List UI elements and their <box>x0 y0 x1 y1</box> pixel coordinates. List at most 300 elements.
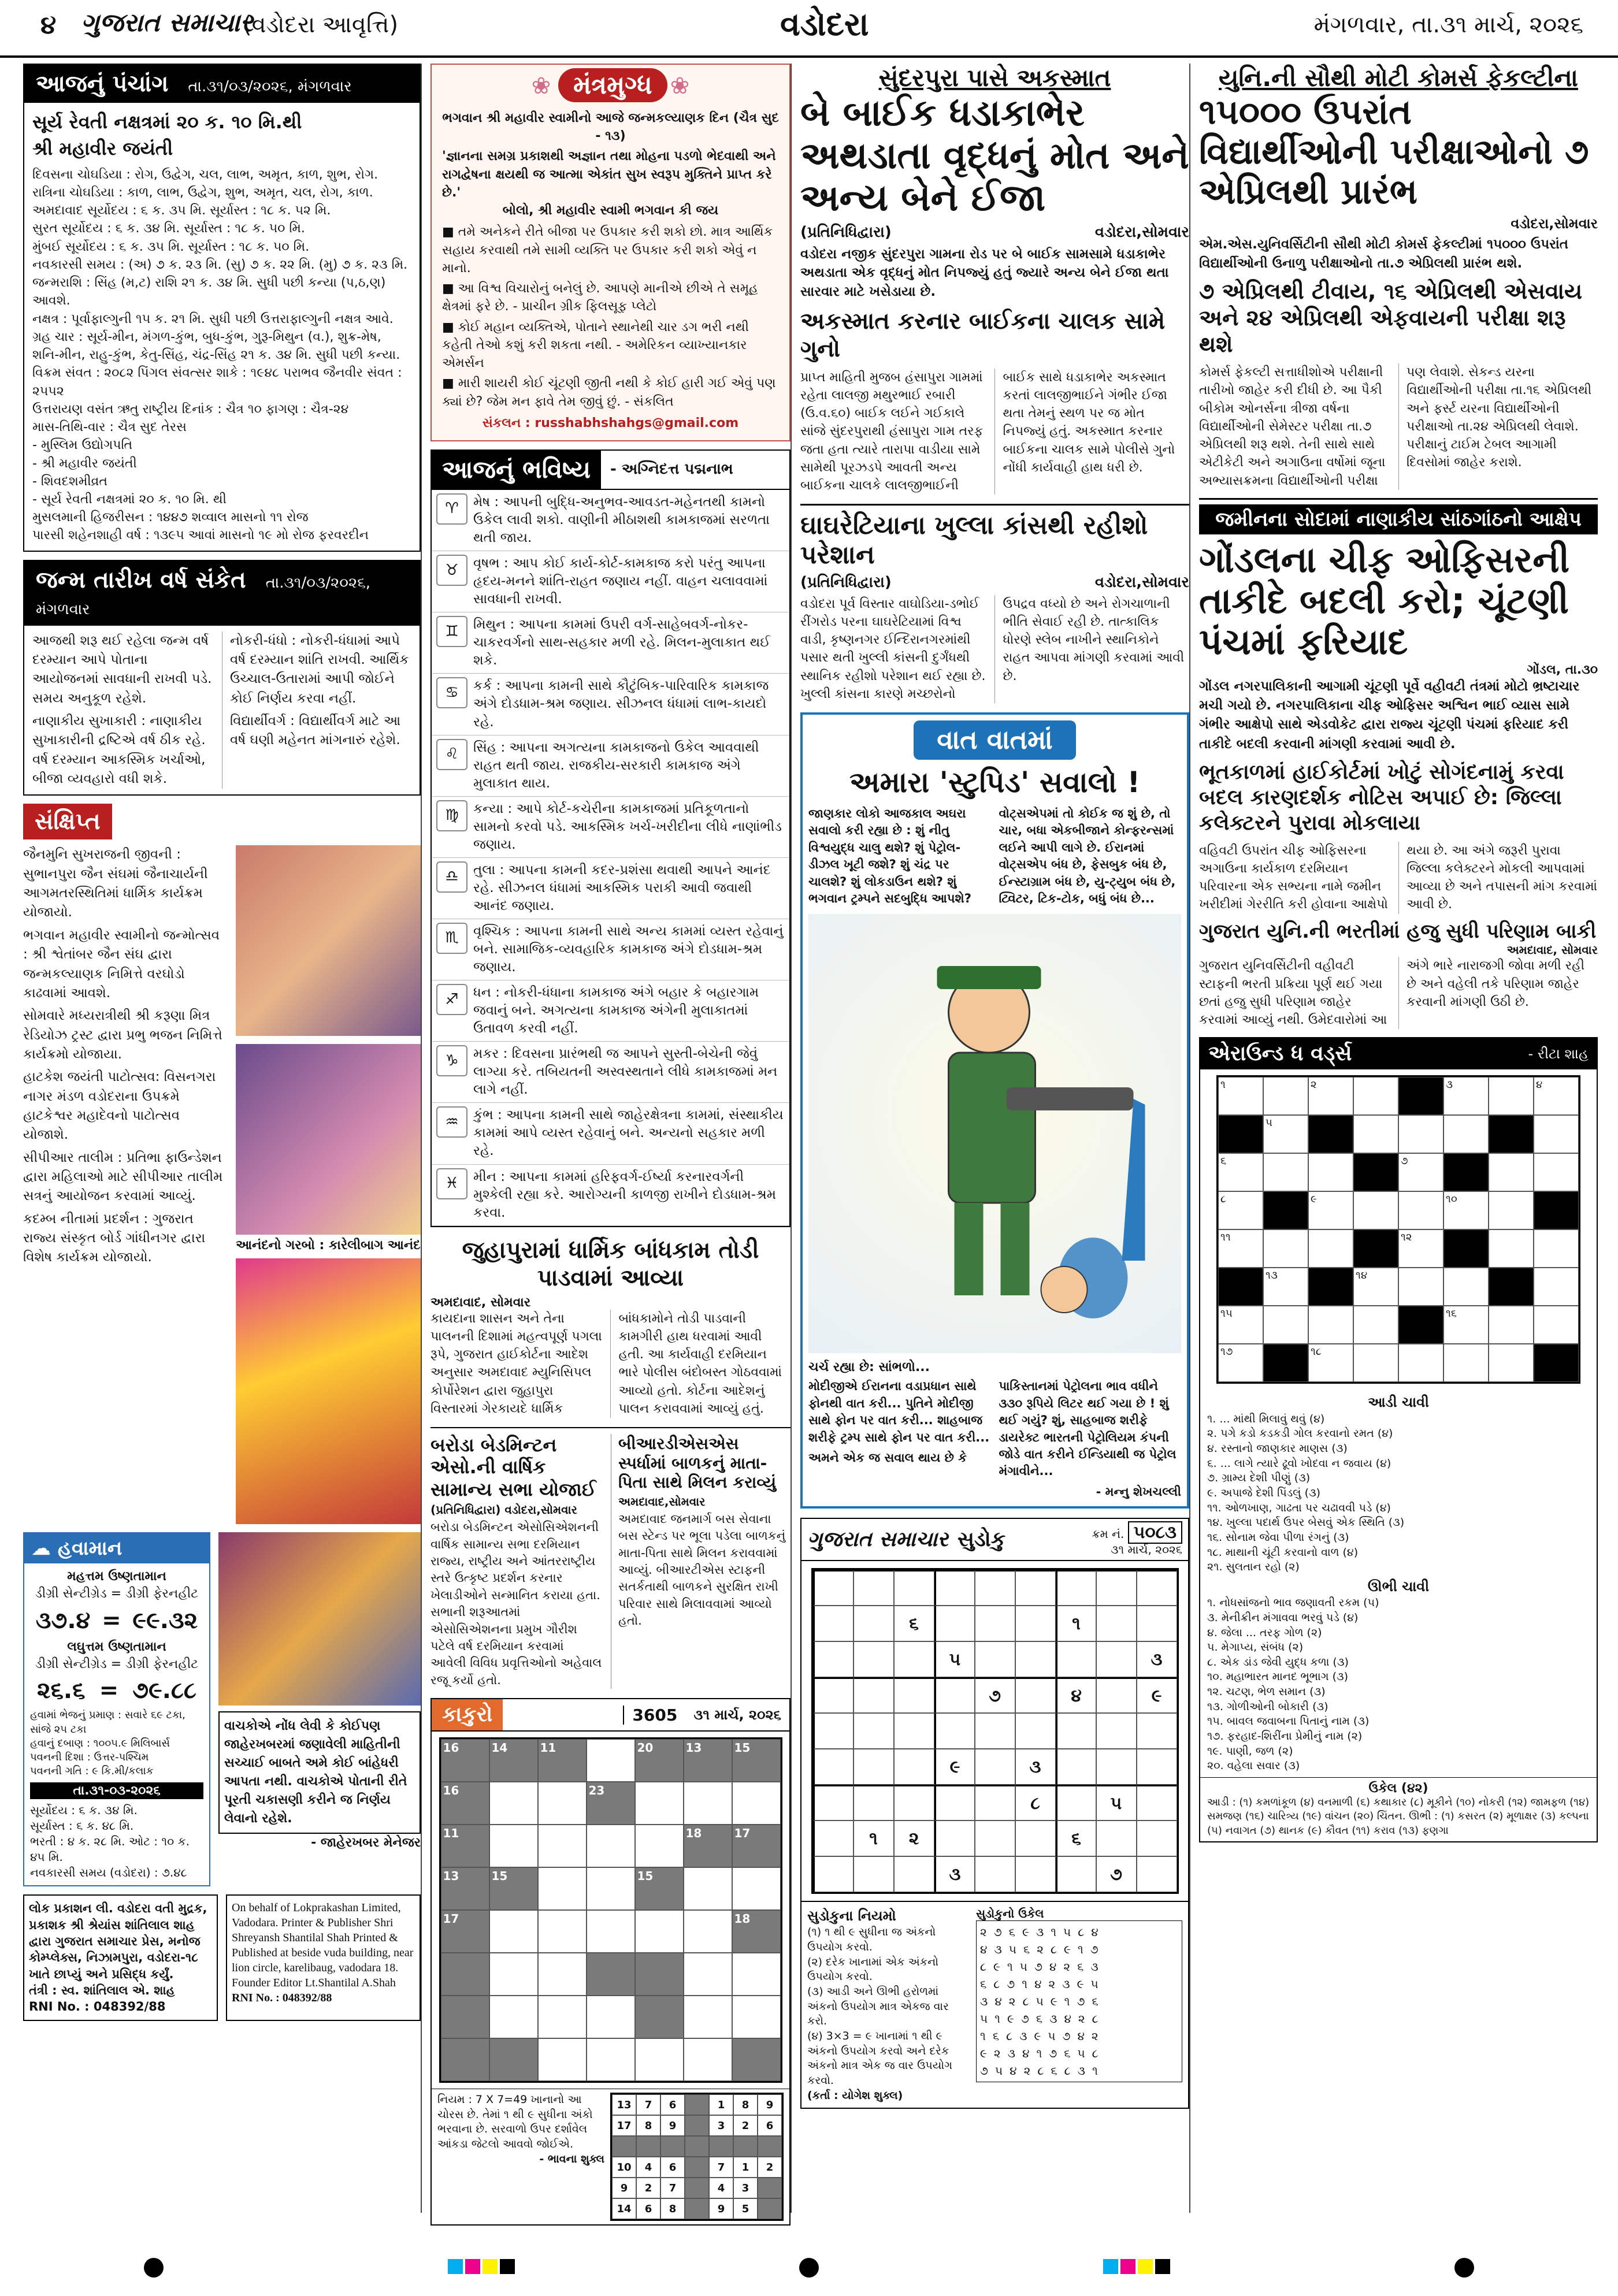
crossword-cell[interactable] <box>1263 1153 1308 1191</box>
mantra-bullet: ■ મારી શાયરી કોઈ ચૂંટણી જીતી નથી કે કોઈ હારી ગઈ એવું પણ ક્યાં છે? જેમ મન ફાવે તેમ જીવું છું. - સંકલિત <box>442 376 776 409</box>
sudoku-cell[interactable]: ૮ <box>1015 1785 1056 1821</box>
sudoku-rule: (૪) 3×3 = ૯ ખાનામાં ૧ થી ૯ અંકનો ઉપયોગ કરવો અને દરેક અંકનો માત્ર એક જ વાર ઉપયોગ કરવો. <box>807 2029 952 2087</box>
panchang-title-bar <box>24 65 420 103</box>
panchang-line: અમદાવાદ સૂર્યોદય : ૬ ક. ૩૫ મિ. સૂર્યાસ્ત : ૧૮ ક. ૫૨ મિ. <box>32 203 331 218</box>
crossword-cell[interactable]: ૧૧ <box>1218 1229 1263 1268</box>
notice-text: વહિવટી ઉપરાંત ચીફ ઓફિસરના અગાઉના કાર્યકાળ દરમિયાન પરિવારના એક સભ્યના નામે જમીન ખરીદીમાં ગેરરીતિ કરી હોવાના આક્ષેપો થયા છે. આ અંગે જરૂરી પુરાવા જિલ્લા કલેક્ટરને મોકલી આપવામાં આવ્યા છે અને તપાસની માંગ કરવામાં આવી છે. <box>1199 843 1598 912</box>
weather-photo <box>218 1532 421 1706</box>
sankshipt-paragraph: કદમ્બ નીતામાં પ્રદર્શન : ગુજરાત રાજ્ય સંસ્કૃત બોર્ડ ગાંધીનગર દ્વારા વિશેષ કાર્યક્રમ યોજાયો. <box>23 1211 206 1265</box>
crossword-cell[interactable] <box>1534 1115 1579 1153</box>
horoscope-text: સિંહ : આપના અગત્યના કામકાજનો ઉકેલ આવવાથી રાહત થતી જાય. રાજકીય-સરકારી કામકાજ અંગે મુલાકાત થાય. <box>473 740 759 791</box>
sudoku-cell[interactable] <box>1096 1570 1137 1606</box>
horoscope-text: મિથુન : આપના કામમાં ઉપરી વર્ગ-સાહેબવર્ગ-નોકર-ચાકરવર્ગનો સાથ-સહકાર મળી રહે. મિલન-મુલાકાત થઈ શકે. <box>473 617 771 668</box>
kakuro-solution-cell: 9 <box>660 2115 685 2136</box>
kakuro-clue-cell <box>441 1953 489 1996</box>
sudoku-cell[interactable] <box>975 1570 1015 1606</box>
crossword-cell[interactable] <box>1489 1191 1534 1229</box>
sudoku-cell[interactable] <box>1015 1606 1056 1641</box>
badminton-headline: બરોડા બેડમિન્ટન એસો.ની વાર્ષિક સામાન્ય સભા યોજાઈ <box>431 1434 596 1500</box>
imprint-gujarati: લોક પ્રકાશન લી. વડોદરા વતી મુદ્રક, પ્રકાશક શ્રી શ્રેયાંસ શાંતિલાલ શાહ દ્વારા ગુજરાત સમાચાર પ્રેસ, મનોજ કોમ્પ્લેક્સ, નિઝામપુરા, વડોદરા-૧૮ ખાતે છાપ્યું અને પ્રસિદ્ધ કર્યું. <box>29 1901 207 1981</box>
vaat-closing: અમને એક જ સવાલ થાય છે કે <box>808 1450 967 1465</box>
crossword-down-clue: ૫. મેગાપ્ય, સંબંધ (૨) <box>1207 1641 1304 1654</box>
sudoku-cell[interactable] <box>1137 1821 1177 1856</box>
weather-row: સૂર્યાસ્ત : ૬ ક. ૪૮ મિ. <box>30 1819 134 1833</box>
lower-split <box>431 1427 791 1689</box>
crossword-down-clue: ૮. એક ડાંડ જેવી યુદ્ધ કળા (૩) <box>1207 1655 1349 1669</box>
crossword-across-clues <box>1207 1412 1590 1575</box>
horoscope-row <box>432 797 789 858</box>
ghaghretiya-byline <box>800 574 1189 592</box>
kakuro-cell[interactable] <box>635 2038 684 2081</box>
sudoku-cell[interactable] <box>1137 1856 1177 1892</box>
sudoku-cell[interactable] <box>853 1677 894 1713</box>
kakuro-clue-cell <box>635 1996 684 2038</box>
kakuro-solution-cell <box>685 2178 709 2198</box>
crossword-cell[interactable] <box>1353 1077 1398 1115</box>
sudoku-cell[interactable] <box>1056 1856 1096 1892</box>
zodiac-sign-icon: ♋ <box>436 677 467 708</box>
sudoku-cell[interactable] <box>894 1641 934 1677</box>
sudoku-date: ૩૧ માર્ચ, ૨૦૨૬ <box>1111 1543 1182 1557</box>
weather-min-f: ૭૯.૮૮ <box>132 1677 196 1704</box>
ghaghretiya-byline-left: (પ્રતિનિધિદ્વારા) <box>800 573 892 591</box>
sudoku-masthead: ગુજરાત સમાચાર <box>807 1527 948 1551</box>
crossword-across-clue: ૪. રસ્તાનો જાણકાર માણસ (૩) <box>1207 1442 1348 1455</box>
zodiac-sign-icon: ♏ <box>436 923 467 954</box>
sudoku-cell[interactable] <box>894 1785 934 1821</box>
sudoku-cell[interactable]: ૯ <box>934 1749 975 1785</box>
sudoku-cell[interactable] <box>1056 1641 1096 1677</box>
sudoku-cell[interactable] <box>1015 1641 1056 1677</box>
imprint-rni-right: RNI No. : 048392/88 <box>232 1992 332 2005</box>
vaat-bottom2: પાકિસ્તાનમાં પેટ્રોલના ભાવ વધીને ૩૩૦ રૂપિયે લિટર થઈ ગયા છે ! શું થઈ ગયું? શું, સાહબાજ શરીફે ડાયરેક્ટ ભારતની પેટ્રોલિયમ કંપની જોડે વાત કરીને ઈન્ડિયાથી જ પેટ્રોલ મંગાવીને... <box>999 1379 1177 1478</box>
horoscope-row <box>432 674 789 735</box>
sudoku-cell[interactable] <box>813 1713 853 1749</box>
crossword-cell[interactable] <box>1443 1268 1489 1306</box>
kakuro-cell[interactable] <box>489 1825 538 1867</box>
crossword-across-clue: ૨. પગે કડો કડકડી ગોલ કરવાનો રમત (૪) <box>1207 1427 1393 1440</box>
sudoku-cell[interactable] <box>894 1570 934 1606</box>
kakuro-cell[interactable] <box>635 1910 684 1953</box>
kakuro-cell[interactable] <box>684 1996 732 2038</box>
sudoku-cell[interactable] <box>853 1641 894 1677</box>
crossword-block <box>1308 1115 1353 1153</box>
sudoku-cell[interactable] <box>853 1856 894 1892</box>
horoscope-text: તુલા : આપના કામની કદર-પ્રશંસા થવાથી આપને આનંદ રહે. સીઝનલ ધંધામાં આકસ્મિક પરાકી આવી જવાથી આનંદ જણાય. <box>473 862 771 913</box>
sudoku-cell[interactable] <box>813 1856 853 1892</box>
crossword-cell[interactable] <box>1398 1344 1443 1382</box>
weather-note-4: પવનની ગતિ : ૯ કિ.મી/કલાક <box>30 1765 154 1778</box>
kakuro-clue-cell <box>635 1953 684 1996</box>
vaat-title: વાત વાતમાં <box>914 720 1076 760</box>
crossword-across-clue: ૯. અપાજે દેશી પિંડલું (૩) <box>1207 1486 1321 1499</box>
weather-date-strip: તા.૩૧-૦૩-૨૦૨૬ <box>30 1782 203 1800</box>
sudoku-cell[interactable] <box>813 1821 853 1856</box>
sudoku-cell[interactable] <box>934 1713 975 1749</box>
kakuro-cell[interactable] <box>684 1953 732 1996</box>
crossword-down-clue: ૩. મેનીક્રીન મંગાવવા ભરવું પડે (૪) <box>1207 1611 1359 1624</box>
sudoku-cell[interactable]: ૨ <box>894 1821 934 1856</box>
sudoku-cell[interactable]: ૯ <box>1137 1677 1177 1713</box>
sudoku-cell[interactable] <box>1096 1641 1137 1677</box>
kakuro-solution-cell: 17 <box>612 2115 636 2136</box>
sankshipt-photo-caption: આનંદનો ગરબો : કારેલીબાગ આનંદ <box>236 1238 421 1253</box>
sudoku-cell[interactable] <box>813 1677 853 1713</box>
sudoku-solution-row: ૮ ૯ ૧ ૫ ૭ ૪ ૨ ૬ ૩ <box>980 1960 1099 1974</box>
sudoku-cell[interactable] <box>894 1856 934 1892</box>
sudoku-cell[interactable]: ૭ <box>1096 1856 1137 1892</box>
sudoku-cell[interactable] <box>934 1785 975 1821</box>
sudoku-cell[interactable] <box>894 1677 934 1713</box>
vaat-box <box>800 712 1189 1509</box>
kakuro-solution-cell: 8 <box>636 2115 660 2136</box>
crossword-cell[interactable]: ૩ <box>1443 1077 1489 1115</box>
crossword-cell[interactable]: ૭ <box>1398 1153 1443 1191</box>
sudoku-cell[interactable] <box>1137 1785 1177 1821</box>
sudoku-cell[interactable]: ૩ <box>1137 1641 1177 1677</box>
kakuro-cell[interactable] <box>587 1910 635 1953</box>
sudoku-cell[interactable] <box>1137 1570 1177 1606</box>
sankshipt-photo-1 <box>236 845 421 1036</box>
birthday-paragraph: આજથી શરૂ થઈ રહેલા જન્મ વર્ષ દરમ્યાન આપે પોતાના આયોજનમાં સાવધાની રાખવી પડે. સમય અનુકૂળ રહેશે. <box>32 633 212 706</box>
sudoku-cell[interactable] <box>1015 1821 1056 1856</box>
crossword-cell[interactable] <box>1443 1344 1489 1382</box>
kakuro-cell[interactable] <box>732 1953 781 1996</box>
crossword-cell[interactable] <box>1489 1077 1534 1115</box>
panchang-line: નક્ષત્ર : પૂર્વાફાલ્ગુની ૧૫ ક. ૨૧ મિ. સુધી પછી ઉત્તરાફાલ્ગુની નક્ષત્ર આવે. <box>32 311 394 326</box>
crossword-cell[interactable] <box>1308 1306 1353 1344</box>
crossword-cell[interactable]: ૧ <box>1218 1077 1263 1115</box>
kakuro-author: - ભાવના શુક્લ <box>539 2152 604 2165</box>
mantra-quote-source: બોલો, શ્રી મહાવીર સ્વામી ભગવાન કી જય <box>502 203 719 218</box>
crossword-cell[interactable] <box>1489 1229 1534 1268</box>
kakuro-cell[interactable] <box>684 2038 732 2081</box>
juhapura-text: કાયદાના શાસન અને તેના પાલનની દિશામાં મહત્વપૂર્ણ પગલા રૂપે, ગુજરાત હાઈકોર્ટના આદેશ અનુસાર અમદાવાદ મ્યુનિસિપલ કોર્પોરેશન દ્વારા જુહાપુરા વિસ્તારમાં ગેરકાયદે ધાર્મિક બાંધકામોને તોડી પાડવાની કામગીરી હાથ ધરવામાં આવી હતી. આ કાર્યવાહી દરમિયાન ભારે પોલીસ બંદોબસ્ત ગોઠવવામાં આવ્યો હતો. કોર્ટના આદેશનું પાલન કરાવવામાં આવ્યું હતું. <box>431 1311 782 1416</box>
sudoku-cell[interactable] <box>1137 1749 1177 1785</box>
sudoku-cell[interactable]: ૫ <box>934 1641 975 1677</box>
kakuro-cell[interactable] <box>732 1996 781 2038</box>
kakuro-solution-cell: 9 <box>612 2178 636 2198</box>
sudoku-cell[interactable] <box>975 1749 1015 1785</box>
kakuro-cell[interactable] <box>587 1825 635 1867</box>
kakuro-cell[interactable] <box>489 1782 538 1825</box>
crossword-block <box>1398 1306 1443 1344</box>
kakuro-cell[interactable] <box>538 1996 587 2038</box>
kakuro-cell[interactable] <box>684 1910 732 1953</box>
kakuro-solution <box>610 2093 784 2221</box>
sudoku-cell[interactable] <box>853 1785 894 1821</box>
sudoku-cell[interactable] <box>813 1570 853 1606</box>
accident-byline-left: (પ્રતિનિધિદ્વારા) <box>800 223 892 241</box>
page-number: ૪ <box>40 10 57 40</box>
weather-max-c: ૩૭.૪ <box>35 1607 91 1634</box>
vaat-col2: વોટ્સએપમાં તો કોઈક જ શું છે, તો ચાર, બધા એકબીજાને કોન્ફરન્સમાં લઈને આપી લાગે છે. ઈરાનમાં વોટ્સએપ બંધ છે, ફેસબુક બંધ છે, ઈન્સ્ટાગ્રામ બંધ છે, યુ-ટ્યુબ બંધ છે, ટ્વિટર, ટિક-ટોક, બધું બંધ છે... <box>999 806 1176 905</box>
left-column <box>23 64 422 2213</box>
crossword-cell[interactable]: ૧૭ <box>1218 1344 1263 1382</box>
crossword-cell[interactable] <box>1353 1306 1398 1344</box>
sudoku-cell[interactable] <box>934 1677 975 1713</box>
zodiac-sign-icon: ♓ <box>436 1168 467 1199</box>
kakuro-clue-cell: 23 <box>587 1782 635 1825</box>
kakuro-cell[interactable] <box>732 1867 781 1910</box>
weather-title-bar <box>24 1533 209 1563</box>
sudoku-cell[interactable]: ૩ <box>1015 1749 1056 1785</box>
kakuro-cell[interactable] <box>538 2038 587 2081</box>
kakuro-clue-cell: 18 <box>684 1825 732 1867</box>
panchang-line: ઉત્તરાયણ વસંત ઋતુ રાષ્ટ્રીય દિનાંક : ચૈત્ર ૧૦ ફાગણ : ચૈત્ર-૨૪ <box>32 402 349 417</box>
weather-box: ☁ હવામાન મહત્તમ ઉષ્ણતામાન ડીગ્રી સેન્ટીગ્રેડ = ડીગ્રી ફેરનહીટ ૩૭.૪ = ૯૯.૩૨ લઘુત્તમ ઉષ્ણતામાન ડીગ્રી સેન્ટીગ્રેડ = ડીગ્રી ફેરનહીટ ૨૬.૬ = ૭૯.૮૮ હવામાં ભેજનું પ્રમાણ : સવારે ૬૯ ટકા, સાંજે ૨૫ ટકા હવાનું દબાણ : ૧૦૦૫.૯ મિલિબાર્સ પવનની દિશા : ઉત્તર-પશ્ચિમ પવનની ગતિ : ૯ કિ.મી/કલાક તા.૩૧-૦૩-૨૦૨૬ સૂર્યોદય : ૬ ક. ૩૪ મિ. સૂર્યાસ્ત : ૬ ક. ૪૮ મિ. ભરતી : ૪ ક. ૨૮ મિ. ઓટ : ૧૦ ક. ૪૫ મિ. નવકારસી સમય (વડોદરા) : ૭.૪૮ વાચકોએ નોંધ લેવી કે કોઈપણ જાહેરખબરમાં જણાવેલી માહિતીની સચ્ચાઈ બાબતે અમે કોઈ બાંહેધરી આપતા નથી. વાચકોએ પોતાની રીતે પૂરતી ચકાસણી કરીને જ નિર્ણય લેવાનો રહેશે. - જાહેરખબર મેનેજર <box>23 1532 421 1886</box>
kakuro-clue-cell: 11 <box>441 1825 489 1867</box>
sudoku-cell[interactable] <box>813 1749 853 1785</box>
crossword-cell[interactable]: ૧૩ <box>1263 1268 1308 1306</box>
crossword-cell[interactable]: ૪ <box>1534 1077 1579 1115</box>
sudoku-cell[interactable] <box>894 1749 934 1785</box>
sudoku-cell[interactable] <box>934 1606 975 1641</box>
birthday-paragraph: નાણાકીય સુખાકારી : નાણાકીય સુખાકારીની દ્રષ્ટિએ વર્ષ ઠીક રહે. વર્ષ દરમ્યાન આકસ્મિક ખર્ચાઓ, બીજા વ્યવહારો વધી શકે. <box>32 714 206 787</box>
notice-headline: ભૂતકાળમાં હાઈકોર્ટમાં ખોટું સોગંદનામું કરવા બદલ કારણદર્શક નોટિસ અપાઈ છે: જિલ્લા કલેક્ટરને પુરાવા મોકલાયા <box>1199 760 1564 835</box>
sudoku-cell[interactable] <box>975 1821 1015 1856</box>
accident-subhead: અકસ્માત કરનાર બાઈકના ચાલક સામે ગુનો <box>800 307 1166 362</box>
sudoku-cell[interactable]: ૫ <box>1096 1785 1137 1821</box>
sudoku-cell[interactable] <box>813 1785 853 1821</box>
crossword-across-clue: ૧. ... માંથી મિલાવું થવું (૪) <box>1207 1412 1325 1425</box>
crossword-cell[interactable]: ૧૬ <box>1443 1306 1489 1344</box>
crossword-cell[interactable] <box>1398 1115 1443 1153</box>
crossword-cell[interactable]: ૮ <box>1218 1191 1263 1229</box>
panchang-line: વિક્રમ સંવત : ૨૦૮૨ પિંગલ સંવત્સર શાકે : ૧૯૪૮ પરાભવ જૈનવીર સંવત : ૨૫૫૨ <box>32 366 402 399</box>
kakuro-clue-cell: 11 <box>538 1739 587 1782</box>
sankshipt-text <box>23 845 227 1524</box>
sudoku-rules-author: (કર્તા : યોગેશ શુક્લ) <box>807 2089 903 2102</box>
sudoku-cell[interactable] <box>1015 1856 1056 1892</box>
sudoku-cell[interactable]: ૩ <box>934 1856 975 1892</box>
horoscope-text: કન્યા : આપે કોર્ટ-કચેરીના કામકાજમાં પ્રતિકૂળતાનો સામનો કરવો પડે. આકસ્મિક ખર્ચ-ખરીદીના લીધે નાણાંભીડ જણાય. <box>473 801 782 852</box>
kakuro-cell[interactable] <box>489 1910 538 1953</box>
horoscope-row <box>432 735 789 797</box>
lotus-icon-right: ❀ <box>670 73 690 99</box>
kakuro-title: કાકુરો <box>432 1699 503 1730</box>
crossword-cell[interactable] <box>1353 1191 1398 1229</box>
kakuro-cell[interactable] <box>587 1867 635 1910</box>
crossword-cell[interactable] <box>1263 1077 1308 1115</box>
sudoku-cell[interactable] <box>1096 1606 1137 1641</box>
sudoku-cell[interactable] <box>1137 1606 1177 1641</box>
crossword-cell[interactable]: ૧૨ <box>1398 1229 1443 1268</box>
crossword-cell[interactable]: ૯ <box>1308 1191 1353 1229</box>
accident-article <box>800 64 1189 495</box>
masthead-logo: ગુજરાત સમાચાર <box>81 8 253 38</box>
crossword-across-clue: ૨૧. સુલતાન રહો (૨) <box>1207 1561 1300 1574</box>
sudoku-cell[interactable] <box>975 1856 1015 1892</box>
kakuro-solution-cell: 9 <box>709 2198 733 2219</box>
kakuro-cell[interactable] <box>538 1867 587 1910</box>
kakuro-cell[interactable] <box>635 1782 684 1825</box>
kakuro-clue-cell: 16 <box>441 1739 489 1782</box>
crossword-block <box>1308 1268 1353 1306</box>
panchang-line: મુસલમાની હિજરીસન : ૧૪૪૭ શવ્વાલ માસનો ૧૧ રોજ <box>32 510 309 525</box>
sudoku-cell[interactable]: ૭ <box>975 1677 1015 1713</box>
kakuro-cell[interactable] <box>489 1996 538 2038</box>
brts-text: અમદાવાદ જનમાર્ગ બસ સેવાના બસ સ્ટેન્ડ પર ભૂલા પડેલા બાળકનું માતા-પિતા સાથે મિલન કરાવવામાં આવ્યું. બીઆરટીએસ સ્ટાફની સતર્કતાથી બાળકને સુરક્ષિત રાખી પરિવાર સાથે મિલાવવામાં આવ્યો હતો. <box>618 1511 786 1628</box>
mantra-box <box>431 64 791 441</box>
sudoku-cell[interactable] <box>934 1821 975 1856</box>
sudoku-cell[interactable] <box>1056 1570 1096 1606</box>
kakuro-cell[interactable] <box>684 1782 732 1825</box>
sudoku-cell[interactable] <box>975 1641 1015 1677</box>
sudoku-cell[interactable] <box>1056 1749 1096 1785</box>
crossword-cell[interactable] <box>1263 1229 1308 1268</box>
crossword-across-title: આડી ચાવી <box>1368 1394 1429 1411</box>
crossword-cell[interactable] <box>1534 1153 1579 1191</box>
brts-headline: બીઆરડીએસએસ સ્પર્ધામાં બાળકનું માતા-પિતા સાથે મિલન કરાવ્યું <box>618 1434 777 1492</box>
horoscope-text: વૃષભ : આપ કોઈ કાર્ય-કોર્ટ-કામકાજ કરો પરંતુ આપના હૃદય-મનને શાંતિ-રાહત જણાય નહીં. વાહન ચલાવવામાં સાવધાની રાખવી. <box>473 556 768 607</box>
horoscope-text: મેષ : આપની બુદ્ધિ-અનુભવ-આવડત-મહેનતથી કામનો ઉકેલ લાવી શકો. વાણીની મીઠાશથી કામકાજમાં સરળતા થતી જાય. <box>473 494 770 546</box>
crossword-cell[interactable] <box>1308 1229 1353 1268</box>
accident-text: પ્રાપ્ત માહિતી મુજબ હંસાપુરા ગામમાં રહેતા લાલજી મથુરભાઈ રબારી (ઉ.વ.૬૦) બાઈક લઈને ગઈકાલે સાંજે સુંદરપુરાથી હંસાપુરા ગામ તરફ જતા હતા ત્યારે તારાપા વાડીયા સામે સામેથી પૂરઝડપે આવતી અન્ય બાઈકના ચાલકે લાલજીભાઈની બાઈક સાથે ધડાકાભેર અકસ્માત કરતાં લાલજીભાઈને ગંભીર ઈજા થતા તેમનું સ્થળ પર જ મોત નિપજ્યું હતું. અકસ્માત કરનાર બાઈકના ચાલક સામે પોલીસે ગુનો નોંધી કાર્યવાહી હાથ ધરી છે. <box>800 370 1175 493</box>
sudoku-cell[interactable] <box>1096 1821 1137 1856</box>
crossword-cell[interactable] <box>1353 1115 1398 1153</box>
mantra-intro: ભગવાન શ્રી મહાવીર સ્વામીનો આજે જન્મકલ્યાણક દિન (ચૈત્ર સુદ - ૧૩) <box>442 111 779 144</box>
sudoku-cell[interactable] <box>853 1570 894 1606</box>
crossword-cell[interactable]: ૬ <box>1218 1153 1263 1191</box>
kakuro-cell[interactable] <box>587 1996 635 2038</box>
crossword-cell[interactable] <box>1534 1306 1579 1344</box>
crossword-across-clue: ૧૬. સોનામ જેવા પીળા રંગનું (૩) <box>1207 1530 1349 1544</box>
horoscope-text: કર્ક : આપના કામની સાથે કૌટુંબિક-પારિવારિક કામકાજ અંગે દોડધામ-શ્રમ જણાય. સીઝનલ ધંધામાં લાભ-કાયદો રહે. <box>473 678 769 730</box>
page-header <box>0 0 1618 58</box>
zodiac-sign-icon: ♎ <box>436 861 467 893</box>
crossword-down-clue: ૨૦. વહેલા સવાર (૩) <box>1207 1759 1300 1773</box>
kakuro-clue-cell <box>441 2038 489 2081</box>
crossword-block <box>1398 1077 1443 1115</box>
crossword-cell[interactable]: ૨ <box>1308 1077 1353 1115</box>
crossword-cell[interactable] <box>1443 1115 1489 1153</box>
crossword-cell[interactable] <box>1534 1229 1579 1268</box>
gu-result-text: ગુજરાત યુનિવર્સિટીની વહીવટી સ્ટાફની ભરતી પ્રક્રિયા પૂર્ણ થઈ ગયા છતાં હજુ સુધી પરિણામ જાહેર કરવામાં આવ્યું નથી. ઉમેદવારોમાં આ અંગે ભારે નારાજગી જોવા મળી રહી છે અને વહેલી તકે પરિણામ જાહેર કરવાની માંગણી ઉઠી છે. <box>1199 958 1585 1028</box>
sudoku-cell[interactable] <box>894 1713 934 1749</box>
weather-max-f: ૯૯.૩૨ <box>132 1607 198 1634</box>
kakuro-cell[interactable] <box>538 1910 587 1953</box>
kakuro-solution-cell: 1 <box>733 2157 758 2178</box>
sudoku-cell[interactable]: ૪ <box>1056 1677 1096 1713</box>
crossword-cell[interactable] <box>1489 1344 1534 1382</box>
sudoku-cell[interactable] <box>975 1606 1015 1641</box>
sudoku-cell[interactable] <box>853 1749 894 1785</box>
sudoku-cell[interactable] <box>853 1713 894 1749</box>
sudoku-cell[interactable] <box>1015 1677 1056 1713</box>
sudoku-cell[interactable] <box>1096 1749 1137 1785</box>
crossword-cell[interactable] <box>1263 1306 1308 1344</box>
sudoku-cell[interactable] <box>1056 1785 1096 1821</box>
crossword-cell[interactable] <box>1534 1268 1579 1306</box>
weather-note-3: પવનની દિશા : ઉત્તર-પશ્ચિમ <box>30 1751 149 1764</box>
university-kicker: યુનિ.ની સૌથી મોટી કોમર્સ ફેકલ્ટીના <box>1219 64 1578 92</box>
kakuro-cell[interactable] <box>538 1953 587 1996</box>
crossword-cell[interactable] <box>1353 1344 1398 1382</box>
birthday-text <box>24 626 420 795</box>
crossword-cell[interactable] <box>1489 1306 1534 1344</box>
sudoku-cell[interactable]: ૧ <box>853 1821 894 1856</box>
sudoku-cell[interactable] <box>813 1606 853 1641</box>
kakuro-solution-cell: 4 <box>636 2157 660 2178</box>
zodiac-sign-icon: ♈ <box>436 493 467 525</box>
crossword-author: - રીટા શાહ <box>1528 1046 1589 1062</box>
sudoku-cell[interactable] <box>1015 1570 1056 1606</box>
kakuro-clue-cell: 17 <box>732 1825 781 1867</box>
sudoku-cell[interactable] <box>813 1641 853 1677</box>
horoscope-row <box>432 490 789 551</box>
vaat-author: - મન્નુ શેખચલ્લી <box>1096 1484 1181 1499</box>
sudoku-cell[interactable]: ૬ <box>1056 1821 1096 1856</box>
sudoku-number-label: ક્રમ નં. <box>1092 1527 1125 1541</box>
panchang-line: - સૂર્ય રેવતી નક્ષત્રમાં ૨૦ ક. ૧૦ મિ. થી <box>32 492 227 507</box>
sankshipt-paragraph: હાટકેશ જયંતી પાટોત્સવ: વિસનગરા નાગર મંડળ વડોદરાના ઉપક્રમે હાટકેશ્વર મહાદેવનો પાટોત્સવ યોજાશે. <box>23 1069 216 1143</box>
brts-byline: અમદાવાદ,સોમવાર <box>618 1494 706 1509</box>
sudoku-cell[interactable] <box>1056 1713 1096 1749</box>
imprint-editor: તંત્રી : સ્વ. શાંતિલાલ એ. શાહ <box>29 1983 175 1998</box>
kakuro-cell[interactable] <box>538 1782 587 1825</box>
kakuro-number: 3605 <box>623 1706 685 1725</box>
header-date: મંગળવાર, તા.૩૧ માર્ચ, ૨૦૨૬ <box>1313 12 1583 38</box>
sudoku-cell[interactable] <box>975 1713 1015 1749</box>
sudoku-cell[interactable] <box>975 1785 1015 1821</box>
crossword-cell[interactable] <box>1398 1191 1443 1229</box>
sudoku-solution-caption: સુડોકુનો ઉકેલ <box>976 1907 1044 1921</box>
panchang-line: પારસી શહેનશાહી વર્ષ : ૧૩૯૫ આવાં માસનો ૧૯ મો રોજ ફરવરદીન <box>32 528 369 543</box>
crossword-cell[interactable] <box>1308 1153 1353 1191</box>
kakuro-cell[interactable] <box>587 1739 635 1782</box>
kakuro-cell[interactable] <box>538 1825 587 1867</box>
crossword-cell[interactable] <box>1398 1268 1443 1306</box>
gondal-byline: ગોંડલ, તા.૩૦ <box>1527 662 1598 677</box>
sudoku-cell[interactable] <box>1096 1713 1137 1749</box>
sudoku-cell[interactable]: ૧ <box>1056 1606 1096 1641</box>
kakuro-solution-cell <box>636 2136 660 2157</box>
middle-left-column <box>431 64 792 2213</box>
crossword-cell[interactable]: ૧૪ <box>1353 1268 1398 1306</box>
kakuro-cell[interactable] <box>684 1867 732 1910</box>
sudoku-cell[interactable] <box>1015 1713 1056 1749</box>
sudoku-rule: (૩) આડી અને ઊભી હરોળમાં અંકનો ઉપયોગ માત્ર એકજ વાર કરો. <box>807 1985 949 2028</box>
sudoku-cell[interactable]: ૬ <box>894 1606 934 1641</box>
crossword-cell[interactable]: ૧૦ <box>1443 1191 1489 1229</box>
sudoku-cell[interactable] <box>1096 1677 1137 1713</box>
kakuro-cell[interactable] <box>587 2038 635 2081</box>
kakuro-cell[interactable] <box>635 1825 684 1867</box>
crossword-cell[interactable]: ૧૫ <box>1218 1306 1263 1344</box>
kakuro-cell[interactable] <box>732 1782 781 1825</box>
sankshipt-paragraph: સોમવારે મધ્યરાત્રીથી શ્રી કરૂણા મિત્ર રેડિયોઝ ટ્રસ્ટ દ્વારા પ્રભુ ભજન નિમિત્તે કાર્યક્રમો યોજાયા. <box>23 1008 222 1062</box>
sankshipt-photo-2 <box>236 1044 421 1235</box>
kakuro-cell[interactable] <box>489 1953 538 1996</box>
zodiac-sign-icon: ♐ <box>436 984 467 1015</box>
crossword-cell[interactable]: ૫ <box>1263 1115 1308 1153</box>
mantra-quote: 'જ્ઞાનના સમગ્ર પ્રકાશથી અજ્ઞાન તથા મોહના પડળો ભેદવાથી અને રાગદ્વેષના ક્ષયથી જ આત્મા એકાંત સુખ સ્વરૂપ મુક્તિને પ્રાપ્ત કરે છે.' <box>442 149 776 200</box>
sudoku-cell[interactable] <box>1137 1713 1177 1749</box>
crossword-down-clue: ૧૨. ચટણ, ભેળ સમાન (૩) <box>1207 1685 1326 1699</box>
weather-row: સૂર્યોદય : ૬ ક. ૩૪ મિ. <box>30 1803 138 1818</box>
kakuro-solution-cell <box>685 2115 709 2136</box>
kakuro-clue-cell: 15 <box>489 1867 538 1910</box>
sudoku-solution-row: ૨ ૭ ૬ ૯ ૩ ૧ ૫ ૮ ૪ <box>980 1925 1099 1940</box>
crossword-cell[interactable] <box>1489 1153 1534 1191</box>
sudoku-cell[interactable] <box>853 1606 894 1641</box>
crossword-cell[interactable]: ૧૮ <box>1308 1344 1353 1382</box>
kakuro-solution-cell: 3 <box>733 2178 758 2198</box>
sudoku-cell[interactable] <box>934 1570 975 1606</box>
kakuro-solution-cell: 7 <box>636 2094 660 2115</box>
kakuro-solution-cell <box>733 2136 758 2157</box>
